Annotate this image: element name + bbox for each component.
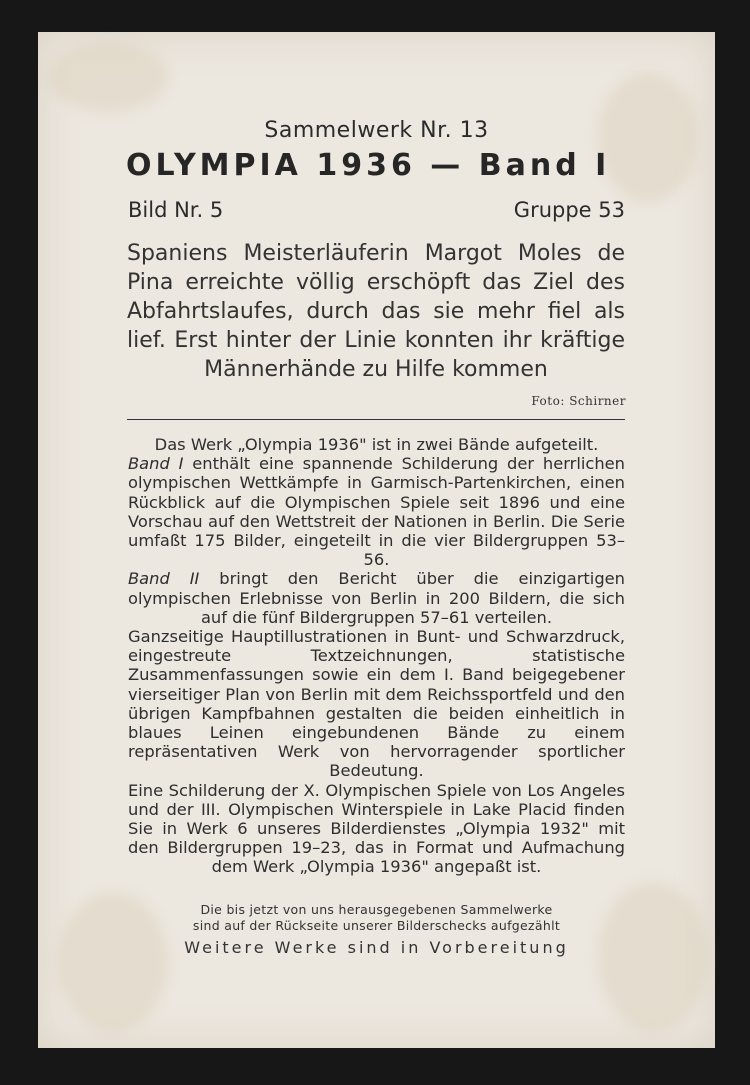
collection-notice	[38, 902, 715, 934]
band1-paragraph	[128, 454, 625, 569]
band2-label: Band II	[128, 569, 200, 589]
features-paragraph: Ganzseitige Hauptillustrationen in Bunt- und Schwarzdruck, eingestreute Textzeichnungen, statistische Zusammenfassungen sowie ein dem I. Band beigegebener vierseitiger Plan von Berlin mit dem Reichssportfeld und den übrigen Kampfbahnen gestalten die beiden einheitlich in blaues Leinen eingebundenen Bände zu einem repräsentativen Werk von hervorragender sportlicher Bedeutung.	[128, 627, 625, 781]
notice-line-2: sind auf der Rückseite unserer Bilderschecks aufgezählt	[192, 918, 561, 933]
notice-line-1: Die bis jetzt von uns herausgegebenen Sammelwerke	[200, 902, 553, 917]
reference-paragraph: Eine Schilderung der X. Olympischen Spiele von Los Angeles und der III. Olympischen Winterspiele in Lake Placid finden Sie in Werk 6 unseres Bilderdienstes „Olympia 1932" mit den Bildergruppen 19–23, das in Format und Aufmachung dem Werk „Olympia 1936" angepaßt ist.	[128, 780, 625, 877]
picture-caption: Spaniens Meisterläuferin Margot Moles de Pina erreichte völlig erschöpft das Ziel des Abfahrtslaufes, durch das sie mehr fiel als lief. Erst hinter der Linie konnten ihr kräftige Männerhände zu Hilfe kommen	[127, 241, 625, 382]
more-works-line: Weitere Werke sind in Vorbereitung	[184, 938, 569, 957]
card-title: OLYMPIA 1936 — Band I	[126, 148, 611, 183]
band1-label: Band I	[128, 454, 184, 474]
paper-stain	[48, 42, 168, 112]
group-number: Gruppe 53	[513, 198, 625, 222]
series-number: Sammelwerk Nr. 13	[264, 118, 489, 143]
band2-text: bringt den Bericht über die einzigartigen olympischen Erlebnisse von Berlin in 200 Bildern, die sich auf die fünf Bildergruppen 57–61 verteilen.	[128, 569, 625, 627]
photo-credit: Foto: Schirner	[531, 394, 626, 408]
intro-paragraph: Das Werk „Olympia 1936" ist in zwei Bände aufgeteilt.	[154, 435, 599, 454]
picture-number: Bild Nr. 5	[128, 198, 224, 222]
collector-card-back	[38, 32, 715, 1048]
band2-paragraph	[128, 569, 625, 627]
description-text	[128, 435, 625, 877]
band1-text: enthält eine spannende Schilderung der herrlichen olympischen Wettkämpfe in Garmisch-Partenkirchen, einen Rückblick auf die Olympischen Spiele seit 1896 und eine Vorschau auf den Wettstreit der Nationen in Berlin. Die Serie umfaßt 175 Bilder, eingeteilt in die vier Bildergruppen 53–56.	[128, 454, 625, 570]
divider-line	[127, 419, 625, 420]
